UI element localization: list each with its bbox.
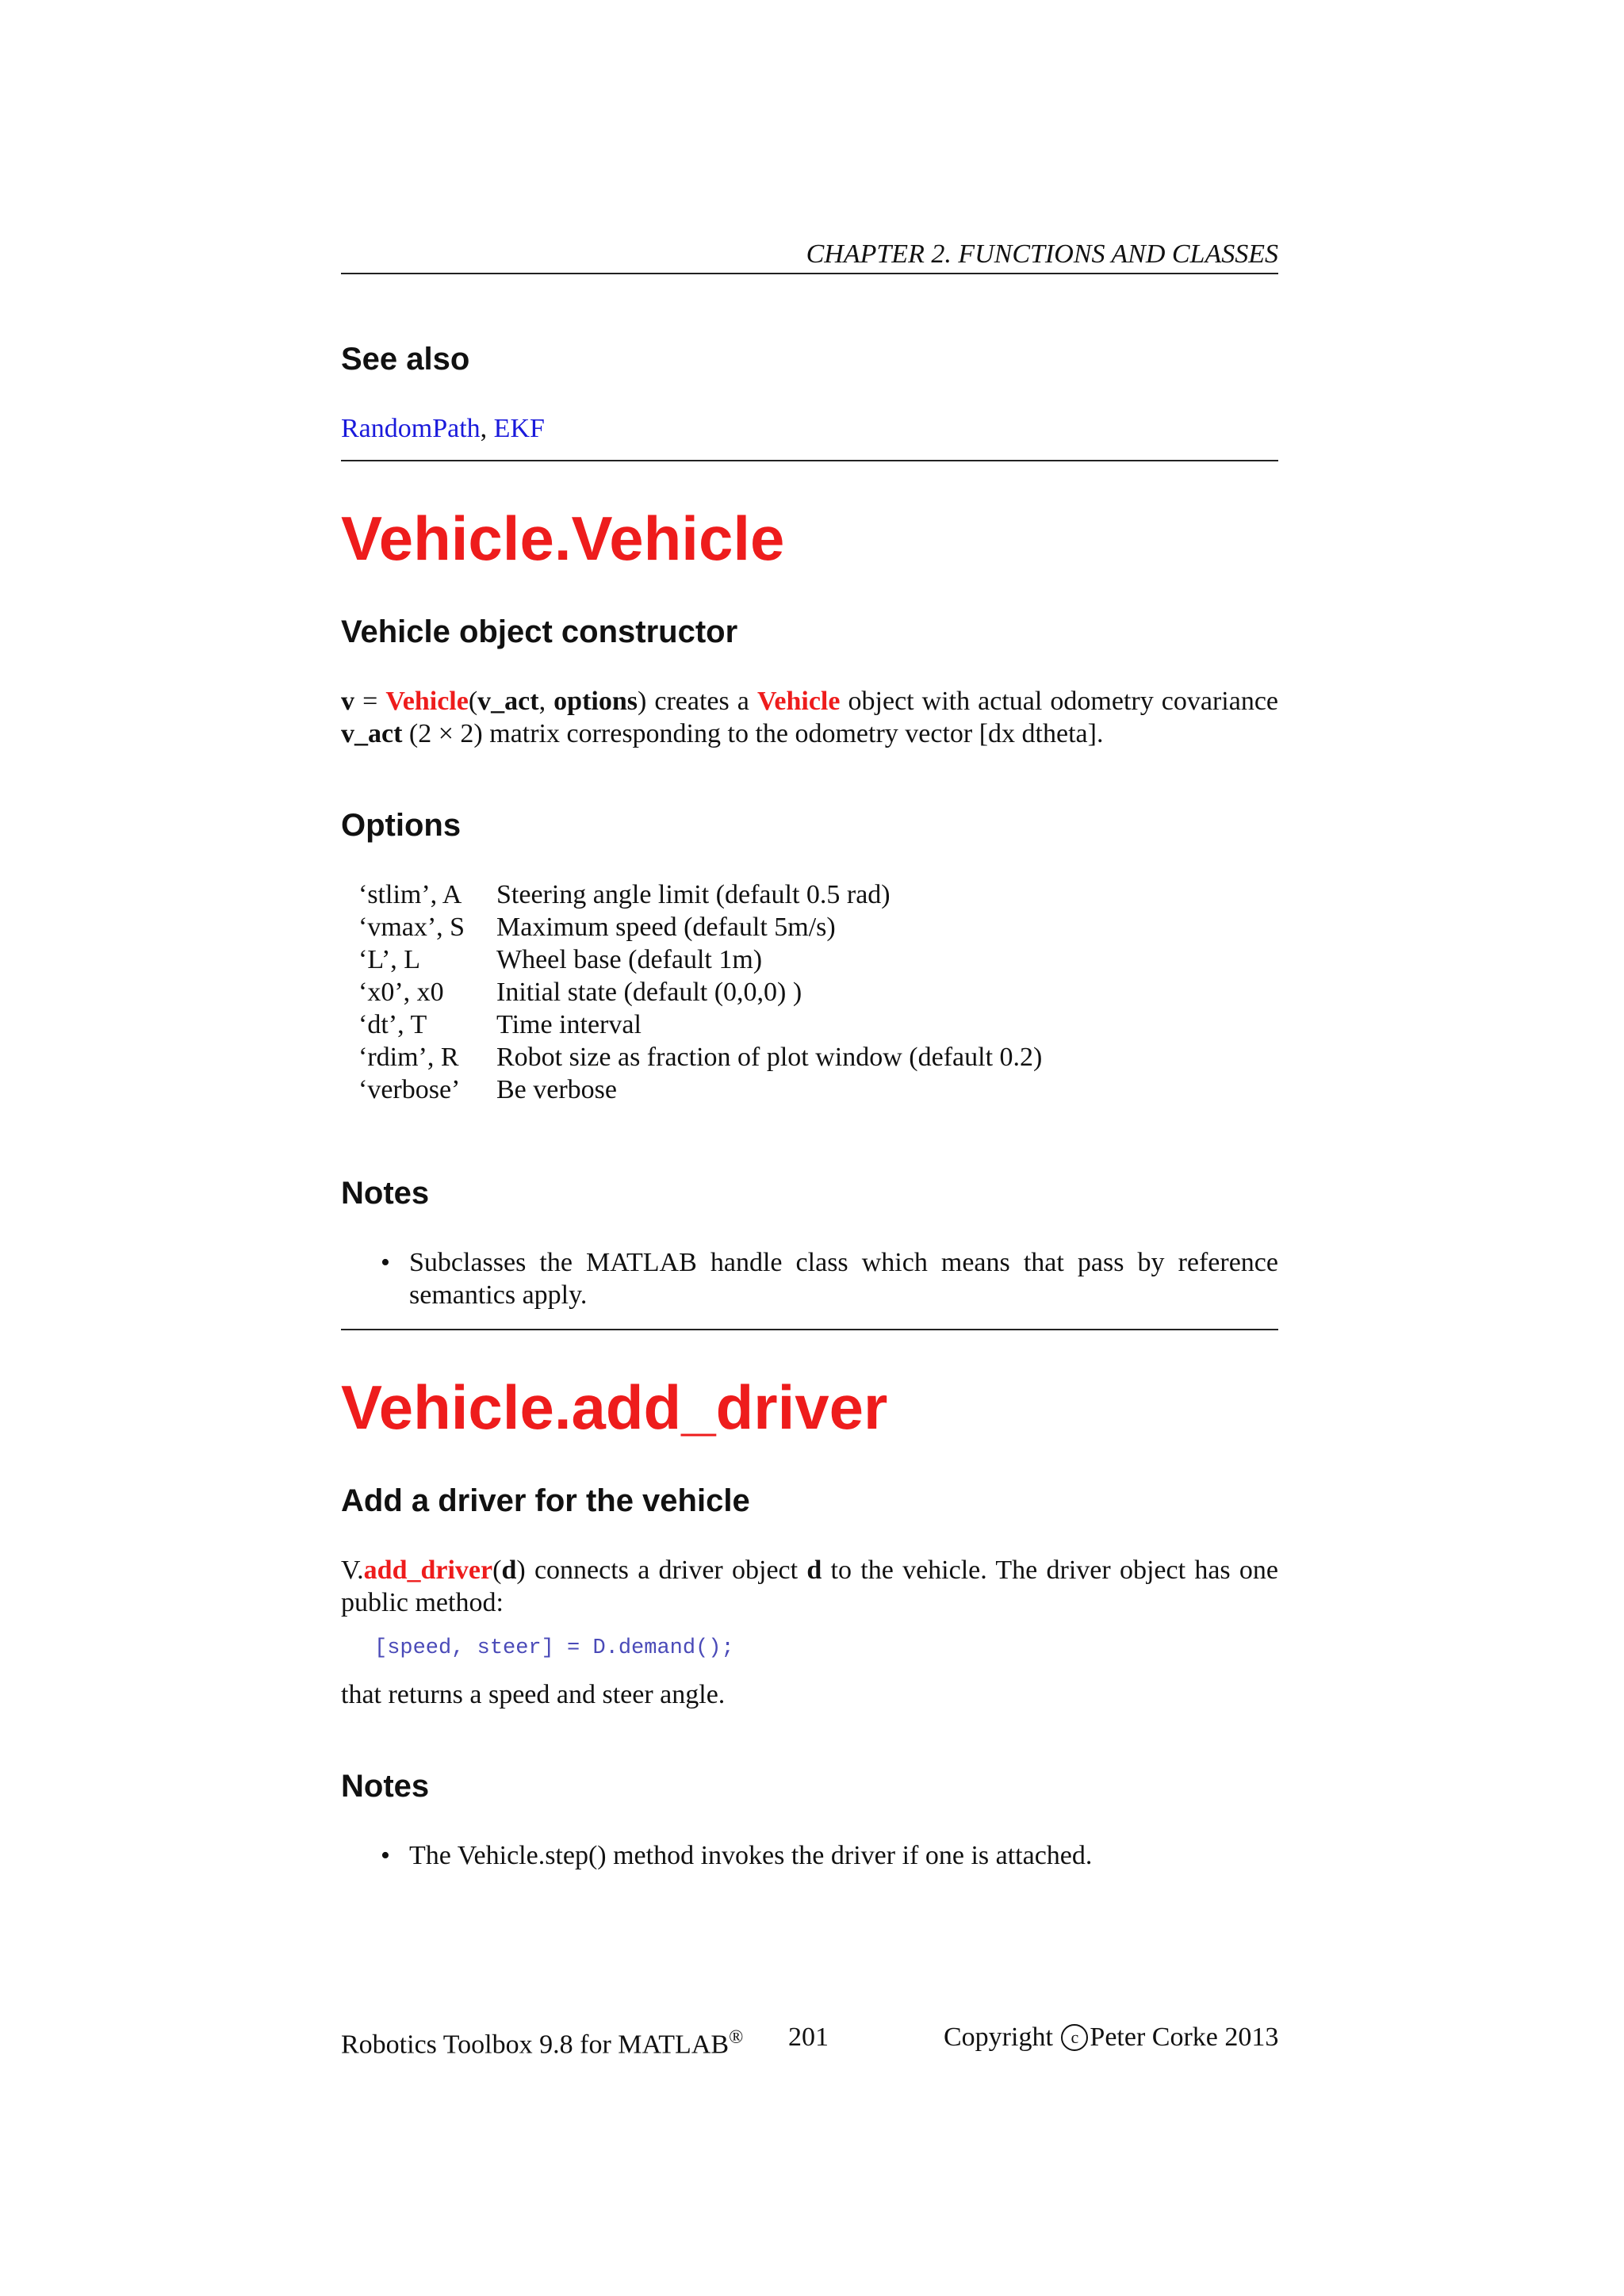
- desc-text: object with actual odometry covariance: [840, 687, 1279, 716]
- option-row: [358, 943, 1042, 976]
- option-key: ‘rdim’, R: [358, 1043, 459, 1072]
- page-number: 201: [788, 2022, 829, 2052]
- desc-arg-v-act: v_act: [477, 687, 539, 716]
- options-heading: Options: [341, 808, 462, 843]
- option-row: [358, 1041, 1042, 1073]
- running-head-text: CHAPTER 2. FUNCTIONS AND CLASSES: [806, 239, 1278, 269]
- desc-func-vehicle: Vehicle: [385, 687, 469, 716]
- option-desc: Robot size as fraction of plot window (default 0.2): [496, 1043, 1043, 1072]
- options-table: [358, 878, 1042, 1106]
- option-key: ‘dt’, T: [358, 1010, 427, 1039]
- notes-heading: Notes: [341, 1769, 430, 1804]
- option-row: [358, 1008, 1042, 1041]
- footer-title: Robotics Toolbox 9.8 for MATLAB: [341, 2030, 730, 2060]
- desc-text: to the vehicle. The driver object has one public method:: [341, 1556, 1279, 1617]
- desc-text: (: [468, 687, 478, 716]
- section-divider: [341, 1329, 1278, 1330]
- option-key: ‘stlim’, A: [358, 880, 462, 909]
- option-desc: Be verbose: [496, 1075, 618, 1104]
- link-ekf[interactable]: EKF: [493, 414, 545, 443]
- notes-heading: Notes: [341, 1176, 430, 1211]
- desc-class-vehicle: Vehicle: [756, 687, 841, 716]
- section-title-vehicle: Vehicle.Vehicle: [341, 503, 785, 573]
- desc-text: ) connects a driver object: [516, 1556, 807, 1585]
- footer-left: [341, 2020, 743, 2062]
- option-row: [358, 1073, 1042, 1106]
- running-head: [341, 236, 1278, 274]
- desc-text: ,: [538, 687, 554, 716]
- bullet-icon: •: [381, 1841, 390, 1870]
- desc-arg-options: options: [553, 687, 638, 716]
- desc-arg-d: d: [806, 1556, 822, 1585]
- notes-list-item: [381, 1246, 1278, 1311]
- see-also-separator: ,: [480, 414, 494, 443]
- desc-text: =: [354, 687, 386, 716]
- footer-copyright: [944, 2020, 1278, 2055]
- notes-list-item: [381, 1839, 1278, 1872]
- option-desc: Time interval: [496, 1010, 642, 1039]
- copyright-word: Copyright: [944, 2022, 1060, 2052]
- add-driver-description: [341, 1554, 1278, 1619]
- desc-method-add-driver: add_driver: [363, 1556, 493, 1585]
- section-subtitle-add-driver: Add a driver for the vehicle: [341, 1483, 750, 1518]
- option-key: ‘verbose’: [358, 1075, 461, 1104]
- desc-text: (: [492, 1556, 502, 1585]
- note-text: Subclasses the MATLAB handle class which means that pass by reference semantics apply.: [409, 1248, 1278, 1310]
- option-row: [358, 976, 1042, 1008]
- option-desc: Maximum speed (default 5m/s): [496, 913, 836, 942]
- desc-arg-v-act: v_act: [341, 719, 403, 748]
- copyright-icon: c: [1061, 2024, 1088, 2051]
- vehicle-description: [341, 685, 1278, 750]
- section-title-add-driver: Vehicle.add_driver: [341, 1372, 888, 1442]
- option-desc: Wheel base (default 1m): [496, 945, 763, 974]
- desc-text: V.: [341, 1556, 364, 1585]
- desc-text: ) creates a: [637, 687, 757, 716]
- note-text: The Vehicle.step() method invokes the driver if one is attached.: [409, 1841, 1093, 1870]
- bullet-icon: •: [381, 1248, 390, 1277]
- desc-var-v: v: [341, 687, 354, 716]
- code-snippet: [speed, steer] = D.demand();: [374, 1636, 734, 1660]
- see-also-links: [341, 412, 1278, 445]
- copyright-owner: Peter Corke 2013: [1090, 2022, 1279, 2052]
- link-randompath[interactable]: RandomPath: [341, 414, 481, 443]
- after-code-text: that returns a speed and steer angle.: [341, 1680, 726, 1709]
- option-desc: Steering angle limit (default 0.5 rad): [496, 880, 891, 909]
- see-also-heading: See also: [341, 342, 470, 377]
- desc-arg-d: d: [501, 1556, 517, 1585]
- desc-text: (2 × 2) matrix corresponding to the odometry vector [dx dtheta].: [402, 719, 1104, 748]
- registered-mark: ®: [729, 2027, 744, 2048]
- option-key: ‘x0’, x0: [358, 978, 444, 1007]
- section-divider: [341, 460, 1278, 461]
- option-row: [358, 878, 1042, 911]
- option-key: ‘vmax’, S: [358, 913, 465, 942]
- option-key: ‘L’, L: [358, 945, 421, 974]
- option-row: [358, 911, 1042, 943]
- section-subtitle-vehicle: Vehicle object constructor: [341, 614, 738, 649]
- option-desc: Initial state (default (0,0,0) ): [496, 978, 802, 1007]
